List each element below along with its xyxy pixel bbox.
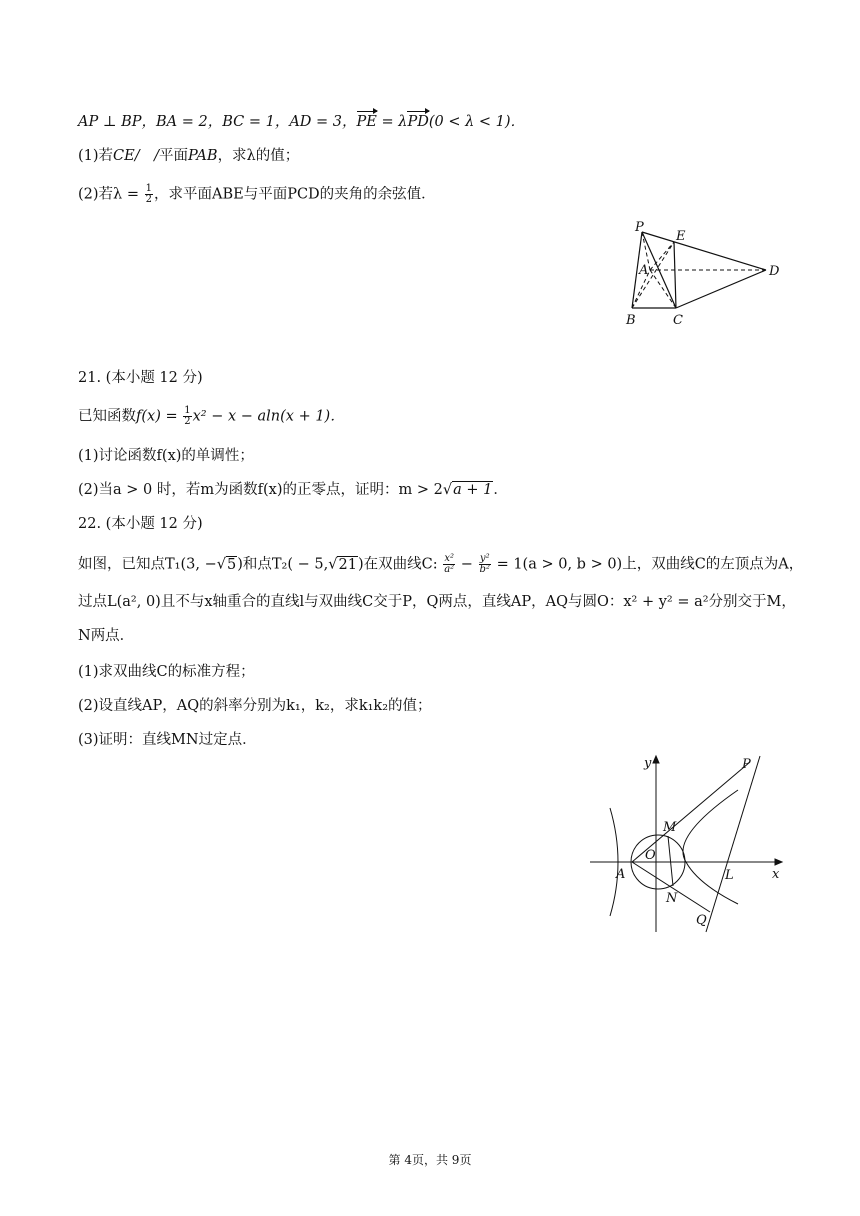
q22-l1-mid2: )在双曲线C:	[357, 556, 443, 573]
q20-p1-mid: 平面	[159, 148, 188, 164]
q20-condition	[78, 112, 525, 132]
edge-ac	[650, 270, 676, 308]
q22-frac-x-num: x²	[444, 553, 454, 564]
q22-l1-pre: 如图，已知点T₁(3, −	[78, 556, 217, 573]
q22-header: 22. (本小题 12 分)	[78, 516, 203, 532]
q21-function	[78, 406, 345, 427]
q21-header: 21. (本小题 12 分)	[78, 370, 203, 386]
q20-frac-num: 1	[145, 183, 152, 194]
q20-half-fraction	[145, 184, 153, 205]
q20-p1-pre: (1)若	[78, 148, 114, 164]
label-a: A	[639, 263, 649, 278]
q20-eq: = λ	[376, 114, 408, 130]
edge-cd	[676, 270, 766, 308]
edge-pd	[642, 232, 766, 270]
pyramid-figure	[618, 218, 788, 334]
q21-func-post: x² − x − aln(x + 1)．	[192, 408, 345, 425]
hyperbola-figure	[588, 752, 788, 938]
q20-cond-post: (0 < λ < 1)．	[428, 114, 526, 130]
q22-frac-y-den: b²	[479, 564, 490, 575]
label-l: L	[725, 868, 734, 883]
label-q: Q	[696, 913, 707, 928]
q21-part2: (2)当a > 0 时，若m为函数f(x)的正零点，证明：m > 2√a + 1．	[78, 482, 508, 498]
q22-line3: N两点．	[78, 628, 135, 644]
q20-p1-plane: PAB	[188, 148, 218, 164]
q22-line2: 过点L(a², 0)且不与x轴重合的直线l与双曲线C交于P，Q两点，直线AP，AQ与圆O：x² + y² = a²分别交于M，	[78, 594, 796, 610]
q22-part2: (2)设直线AP，AQ的斜率分别为k₁，k₂，求k₁k₂的值；	[78, 698, 432, 714]
page-footer: 第 4页，共 9页	[388, 1153, 472, 1167]
q20-part1	[78, 146, 299, 166]
q22-part3: (3)证明：直线MN过定点．	[78, 732, 257, 748]
q20-cond-pre: AP ⊥ BP，BA = 2，BC = 1，AD = 3，	[78, 114, 357, 130]
q20-p1-post: ，求λ的值；	[217, 148, 300, 164]
q22-frac-y-num: y²	[479, 553, 490, 564]
q21-frac-den: 2	[184, 416, 191, 427]
q21-p2-post: ．	[493, 482, 508, 498]
q21-part1: (1)讨论函数f(x)的单调性；	[78, 448, 254, 464]
q22-sqrt21: 21	[338, 556, 357, 573]
edge-ae	[650, 242, 674, 270]
q20-p2-pre: (2)若λ =	[78, 186, 144, 203]
line-mn	[668, 836, 673, 886]
q22-frac-y	[479, 554, 491, 575]
vector-pe: PE	[356, 114, 377, 130]
q21-func-f: f(x) =	[136, 408, 183, 425]
label-m: M	[663, 820, 677, 835]
q21-half-fraction	[183, 406, 191, 427]
q22-line1: 如图，已知点T₁(3, −√5)和点T₂( − 5,√21)在双曲线C: $\frac{\text{x²}}{\text{a²}}$ − $\frac{\text{y²}}{\text{b²}}$ = 1(a > 0, b > 0)上，双曲线C的左顶点为A，	[78, 553, 804, 575]
q20-part2	[78, 184, 436, 205]
line-l	[706, 756, 760, 932]
label-y: y	[644, 756, 652, 771]
q22-l1-post: = 1(a > 0, b > 0)上，双曲线C的左顶点为A，	[491, 556, 804, 573]
vector-pd: PD	[407, 114, 429, 130]
hyperbola-right-branch	[683, 790, 738, 904]
label-n: N	[666, 891, 678, 906]
q22-sqrt5: 5	[226, 556, 237, 573]
q22-l1-mid: )和点T₂( − 5,	[237, 556, 329, 573]
label-c: C	[673, 313, 683, 328]
q20-frac-den: 2	[145, 194, 152, 205]
y-axis-arrow	[653, 756, 659, 763]
label-a2: A	[616, 867, 626, 882]
label-x: x	[772, 867, 780, 882]
label-d: D	[769, 264, 780, 279]
edge-ec	[674, 242, 676, 308]
q22-frac-x-den: a²	[444, 564, 455, 575]
q20-p1-math: CE/ /	[113, 148, 159, 164]
q20-p2-post: ，求平面ABE与平面PCD的夹角的余弦值．	[153, 186, 436, 203]
q22-frac-x	[443, 554, 455, 575]
q21-func-pre: 已知函数	[78, 408, 136, 425]
q22-part1: (1)求双曲线C的标准方程；	[78, 664, 255, 680]
label-e: E	[676, 229, 686, 244]
q21-sqrt: a + 1	[453, 482, 493, 498]
q21-p2-pre: (2)当a > 0 时，若m为函数f(x)的正零点，证明：m > 2	[78, 482, 443, 498]
x-axis-arrow	[775, 859, 782, 865]
label-p2: P	[742, 757, 751, 772]
label-b: B	[626, 313, 636, 328]
q21-frac-num: 1	[184, 405, 191, 416]
label-o: O	[645, 848, 656, 863]
label-p: P	[635, 220, 644, 235]
q22-minus: −	[456, 556, 478, 573]
